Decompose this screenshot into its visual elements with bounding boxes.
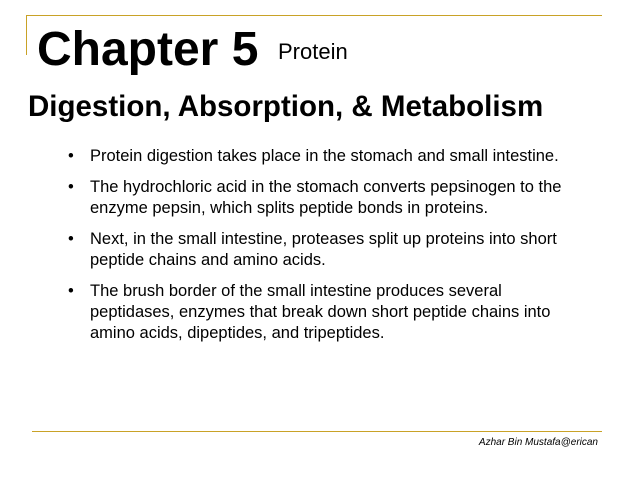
bullet-item [68,146,588,167]
chapter-subject: Protein [278,39,348,64]
bullet-dot-icon: • [68,147,74,165]
bullet-dot-icon: • [68,178,74,196]
bullet-item [68,229,588,271]
bullet-text: Next, in the small intestine, proteases split up proteins into short peptide chains and amino acids. [90,230,557,269]
bullet-list [68,146,588,354]
slide-title: Digestion, Absorption, & Metabolism [28,90,544,123]
top-divider-line [26,15,602,16]
bullet-dot-icon: • [68,282,74,300]
footer-divider-line [32,431,602,432]
bullet-text: The brush border of the small intestine produces several peptidases, enzymes that break down short peptide chains into amino acids, dipeptides, and tripeptides. [90,282,551,342]
left-accent-line [26,15,27,55]
footer-credit: Azhar Bin Mustafa@erican [478,437,598,448]
bullet-text: The hydrochloric acid in the stomach converts pepsinogen to the enzyme pepsin, which splits peptide bonds in proteins. [90,178,562,217]
bullet-dot-icon: • [68,230,74,248]
chapter-heading: Chapter 5 [37,23,259,76]
bullet-item [68,177,588,219]
bullet-item [68,281,588,344]
bullet-text: Protein digestion takes place in the stomach and small intestine. [90,147,559,165]
